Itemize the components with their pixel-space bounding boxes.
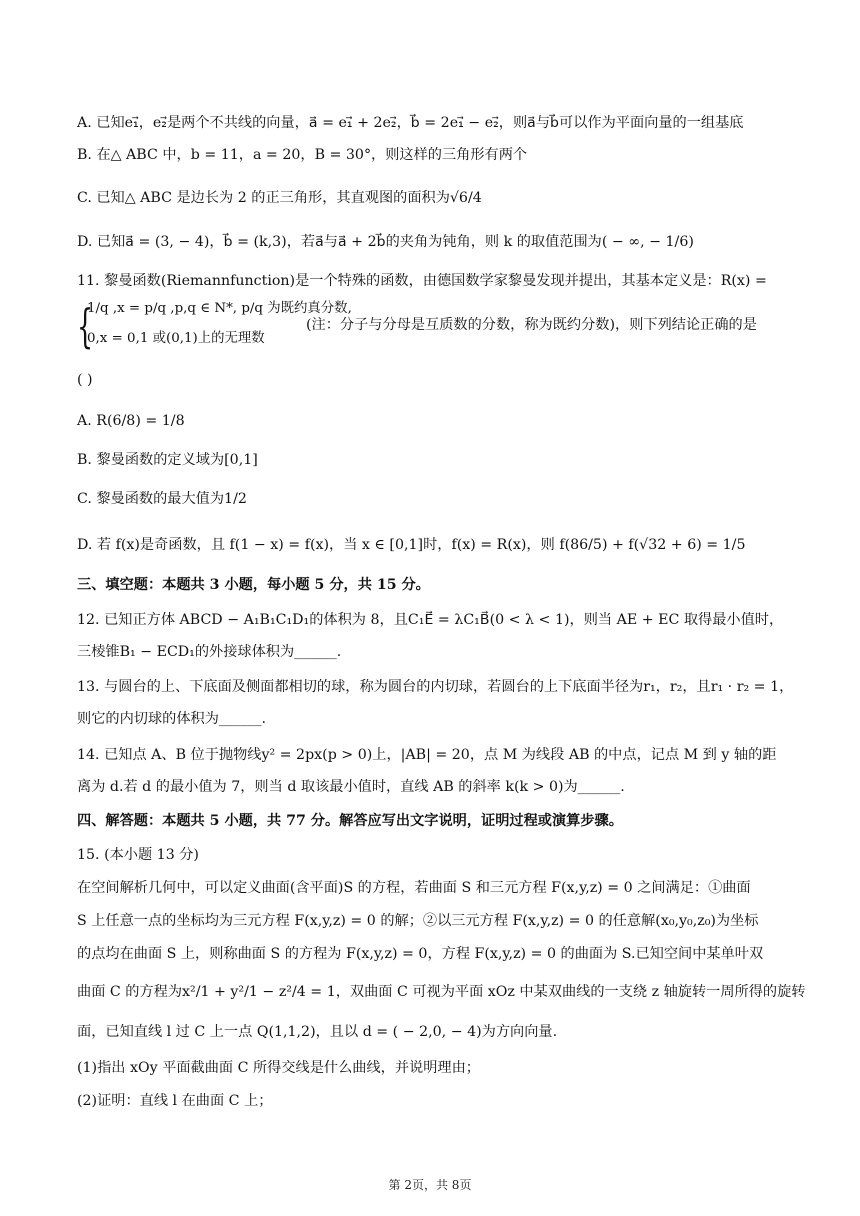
question-11-stem: 11. 黎曼函数(Riemannfunction)是一个特殊的函数，由德国数学家黎曼发现并提出，其基本定义是：R(x) =: [77, 273, 767, 289]
question-15-line-5: 面，已知直线 l 过 C 上一点 Q(1,1,2)，且以 d = ( − 2,0, − 4)为方向向量.: [77, 1024, 558, 1040]
option-10b: B. 在△ ABC 中，b = 11，a = 20，B = 30°，则这样的三角形有两个: [77, 147, 528, 163]
option-10d: D. 已知a⃗ = (3, − 4)，b⃗ = (k,3)，若a⃗与a⃗ + 2b⃗的夹角为钝角，则 k 的取值范围为( − ∞, − 1/6): [77, 234, 694, 250]
question-12-line-2: 三棱锥B₁ − ECD₁的外接球体积为______.: [77, 644, 342, 660]
question-15-header: 15. (本小题 13 分): [77, 847, 199, 863]
question-13-line-2: 则它的内切球的体积为______.: [77, 711, 266, 727]
riemann-piecewise: [77, 296, 797, 358]
option-10a: A. 已知e₁⃗，e₂⃗是两个不共线的向量，a⃗ = e₁⃗ + 2e₂⃗，b⃗ = 2e₁⃗ − e₂⃗，则a⃗与b⃗可以作为平面向量的一组基底: [77, 115, 744, 131]
question-12-line-1: 12. 已知正方体 ABCD − A₁B₁C₁D₁的体积为 8，且C₁E⃗ = λC₁B⃗(0 < λ < 1)，则当 AE + EC 取得最小值时，: [77, 612, 784, 628]
question-15-part-2: (2)证明：直线 l 在曲面 C 上；: [77, 1093, 273, 1109]
option-11d: D. 若 f(x)是奇函数，且 f(1 − x) = f(x)，当 x ∈ [0,1]时，f(x) = R(x)，则 f(86/5) + f(√32 + 6) = 1/5: [77, 537, 746, 553]
section-4-heading: 四、解答题：本题共 5 小题，共 77 分。解答应写出文字说明，证明过程或演算步骤。: [77, 813, 623, 829]
question-15-line-2: S 上任意一点的坐标均为三元方程 F(x,y,z) = 0 的解；②以三元方程 F(x,y,z) = 0 的任意解(x₀,y₀,z₀)为坐标: [77, 913, 759, 929]
option-10c: C. 已知△ ABC 是边长为 2 的正三角形，其直观图的面积为√6/4: [77, 190, 482, 206]
question-15-part-1: (1)指出 xOy 平面截曲面 C 所得交线是什么曲线，并说明理由；: [77, 1060, 480, 1076]
piecewise-case-1: 1/q ,x = p/q ,p,q ∈ N*, p/q 为既约真分数,: [87, 301, 352, 316]
option-11a: A. R(6/8) = 1/8: [77, 413, 185, 429]
section-3-heading: 三、填空题：本题共 3 小题，每小题 5 分，共 15 分。: [77, 577, 430, 593]
option-11c: C. 黎曼函数的最大值为1/2: [77, 491, 247, 507]
question-15-line-4: 曲面 C 的方程为x²/1 + y²/1 − z²/4 = 1，双曲面 C 可视为平面 xOz 中某双曲线的一支绕 z 轴旋转一周所得的旋转: [77, 984, 806, 1000]
question-11-note: (注：分子与分母是互质数的分数，称为既约分数)，则下列结论正确的是: [306, 317, 757, 333]
page-footer: 第 2页，共 8页: [388, 1178, 472, 1192]
option-11b: B. 黎曼函数的定义域为[0,1]: [77, 452, 258, 468]
question-14-line-2: 离为 d.若 d 的最小值为 7，则当 d 取该最小值时，直线 AB 的斜率 k(k > 0)为______.: [77, 779, 625, 795]
piecewise-case-2: 0,x = 0,1 或(0,1)上的无理数: [87, 331, 265, 346]
answer-bracket: ( ): [77, 372, 93, 388]
question-13-line-1: 13. 与圆台的上、下底面及侧面都相切的球，称为圆台的内切球，若圆台的上下底面半径为r₁，r₂，且r₁ · r₂ = 1，: [77, 679, 794, 695]
question-15-line-3: 的点均在曲面 S 上，则称曲面 S 的方程为 F(x,y,z) = 0，方程 F(x,y,z) = 0 的曲面为 S.已知空间中某单叶双: [77, 946, 764, 962]
question-15-line-1: 在空间解析几何中，可以定义曲面(含平面)S 的方程，若曲面 S 和三元方程 F(x,y,z) = 0 之间满足：①曲面: [77, 880, 751, 896]
question-14-line-1: 14. 已知点 A、B 位于抛物线y² = 2px(p > 0)上，|AB| = 20，点 M 为线段 AB 的中点，记点 M 到 y 轴的距: [77, 747, 777, 763]
brace-symbol: {: [77, 299, 94, 353]
